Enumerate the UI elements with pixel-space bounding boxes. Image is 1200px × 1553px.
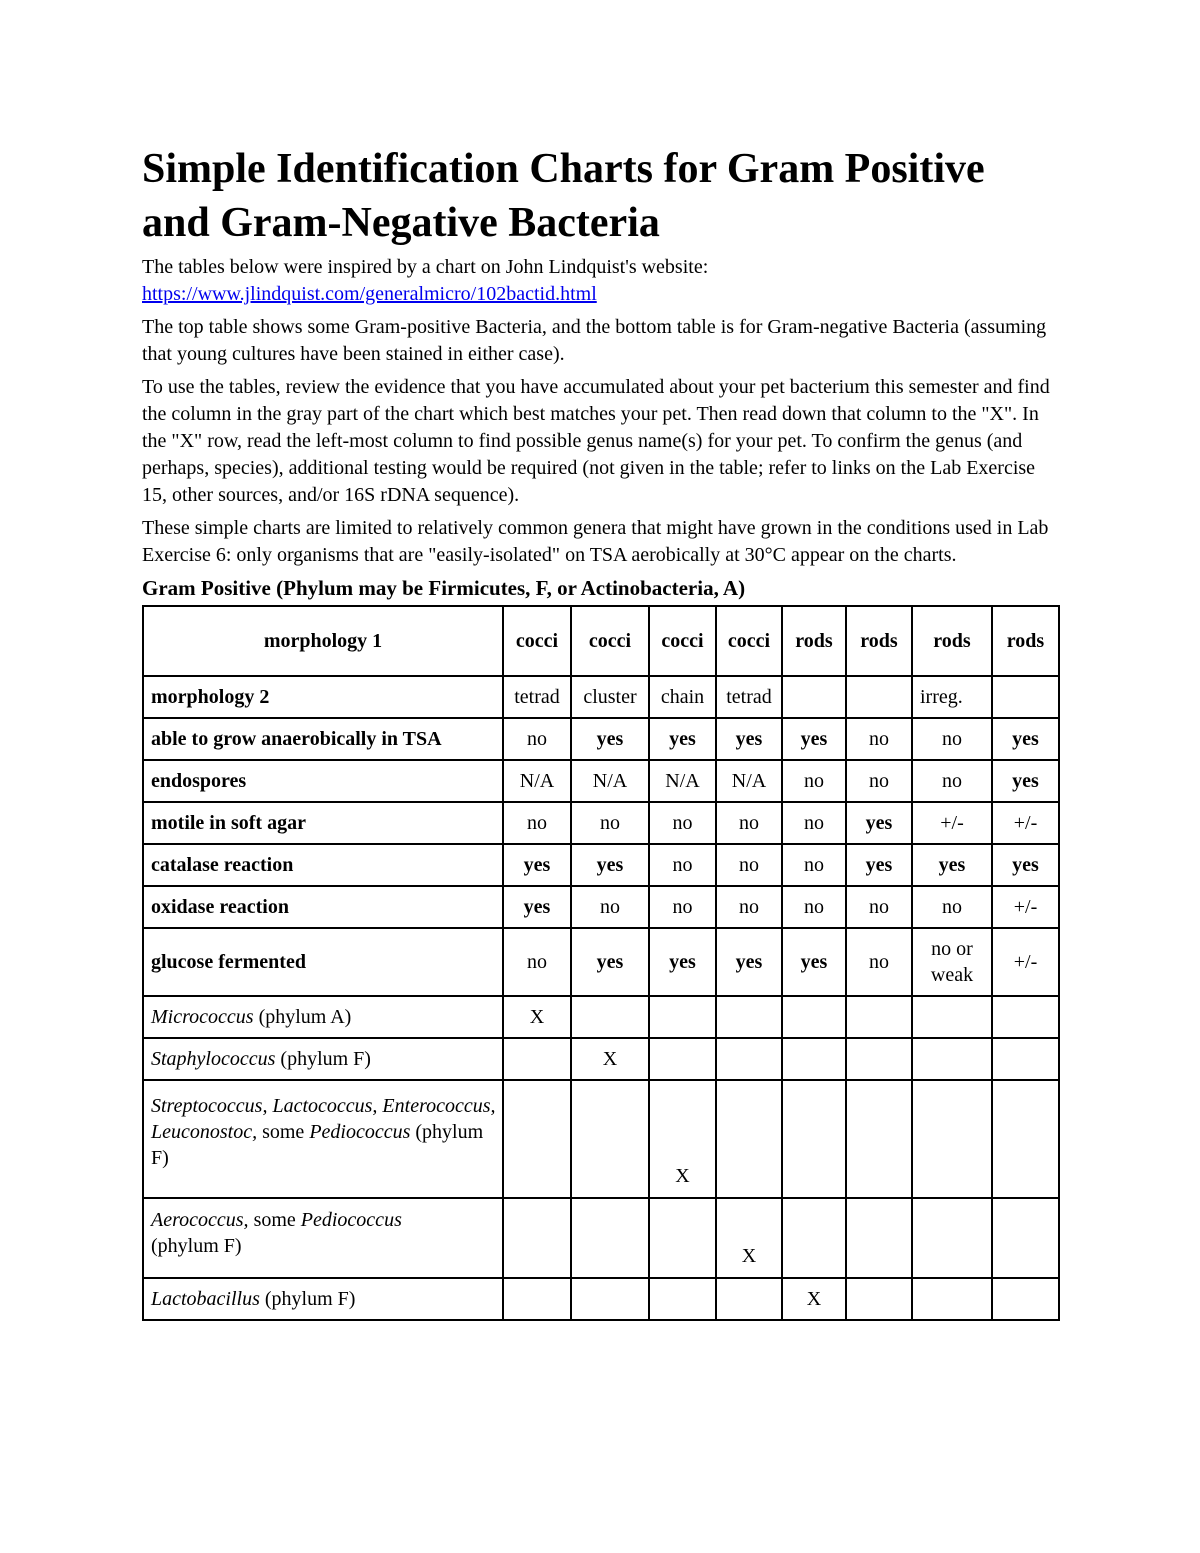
genus-name: Streptococcus, Lactococcus, Enterococcus, Leuconostoc, bbox=[151, 1095, 496, 1143]
table-title: Gram Positive (Phylum may be Firmicutes, F, or Actinobacteria, A) bbox=[142, 576, 746, 600]
header-cell: cocci bbox=[649, 606, 716, 676]
table-cell: no bbox=[782, 760, 846, 802]
table-cell: yes bbox=[782, 928, 846, 996]
table-cell: yes bbox=[846, 844, 912, 886]
table-cell bbox=[992, 1080, 1059, 1198]
table-cell bbox=[716, 1278, 782, 1320]
table-cell: yes bbox=[649, 928, 716, 996]
document-page bbox=[142, 142, 1060, 1321]
genus-name: Aerococcus, bbox=[151, 1209, 249, 1231]
table-cell bbox=[992, 1038, 1059, 1080]
organism-label bbox=[143, 1080, 503, 1198]
table-cell bbox=[649, 996, 716, 1038]
table-cell bbox=[503, 1198, 571, 1278]
table-cell: no bbox=[649, 886, 716, 928]
table-cell: no bbox=[912, 886, 992, 928]
match-mark: X bbox=[571, 1038, 649, 1080]
table-cell bbox=[716, 1038, 782, 1080]
table-cell: chain bbox=[649, 676, 716, 718]
table-row bbox=[143, 760, 1059, 802]
table-row bbox=[143, 886, 1059, 928]
table-cell bbox=[571, 1278, 649, 1320]
table-cell bbox=[782, 1198, 846, 1278]
table-cell: yes bbox=[649, 718, 716, 760]
genus-name-2: Pediococcus bbox=[300, 1209, 402, 1231]
lindquist-link[interactable]: https://www.jlindquist.com/generalmicro/102bactid.html bbox=[142, 283, 597, 305]
table-cell: no bbox=[782, 886, 846, 928]
table-cell: yes bbox=[912, 844, 992, 886]
table-cell: no bbox=[782, 844, 846, 886]
table-cell bbox=[912, 1198, 992, 1278]
connector-text: some bbox=[257, 1121, 310, 1143]
header-label: morphology 1 bbox=[143, 606, 503, 676]
table-cell: no bbox=[571, 802, 649, 844]
table-cell: no bbox=[846, 928, 912, 996]
table-cell: yes bbox=[571, 844, 649, 886]
table-cell bbox=[649, 1038, 716, 1080]
table-cell: yes bbox=[992, 718, 1059, 760]
table-cell bbox=[992, 676, 1059, 718]
organism-row bbox=[143, 1038, 1059, 1080]
table-cell bbox=[912, 1038, 992, 1080]
table-header-row bbox=[143, 606, 1059, 676]
table-cell: N/A bbox=[649, 760, 716, 802]
organism-row bbox=[143, 1080, 1059, 1198]
table-cell: no bbox=[503, 802, 571, 844]
table-cell bbox=[846, 1198, 912, 1278]
row-label: able to grow anaerobically in TSA bbox=[143, 718, 503, 760]
table-cell bbox=[912, 1278, 992, 1320]
table-cell bbox=[846, 1278, 912, 1320]
intro-text: The tables below were inspired by a chart on John Lindquist's website: bbox=[142, 256, 709, 278]
table-cell: no bbox=[649, 802, 716, 844]
header-cell: cocci bbox=[571, 606, 649, 676]
table-cell bbox=[782, 1038, 846, 1080]
organism-row bbox=[143, 1198, 1059, 1278]
organism-row bbox=[143, 1278, 1059, 1320]
intro-paragraph-1 bbox=[142, 254, 1060, 308]
table-row bbox=[143, 718, 1059, 760]
row-label: catalase reaction bbox=[143, 844, 503, 886]
table-cell bbox=[846, 676, 912, 718]
row-label: motile in soft agar bbox=[143, 802, 503, 844]
table-cell: no bbox=[846, 760, 912, 802]
table-cell: no bbox=[503, 718, 571, 760]
table-cell bbox=[503, 1080, 571, 1198]
table-cell bbox=[503, 1278, 571, 1320]
phylum-note: (phylum F) bbox=[275, 1048, 371, 1070]
table-cell bbox=[846, 1038, 912, 1080]
header-cell: rods bbox=[992, 606, 1059, 676]
table-cell: yes bbox=[503, 886, 571, 928]
table-cell bbox=[992, 1278, 1059, 1320]
table-cell: yes bbox=[503, 844, 571, 886]
table-cell: cluster bbox=[571, 676, 649, 718]
row-label: oxidase reaction bbox=[143, 886, 503, 928]
table-cell: no bbox=[912, 760, 992, 802]
table-cell: yes bbox=[782, 718, 846, 760]
match-mark: X bbox=[649, 1080, 716, 1198]
table-cell: no bbox=[716, 844, 782, 886]
table-cell bbox=[716, 1080, 782, 1198]
organism-row bbox=[143, 996, 1059, 1038]
table-cell: yes bbox=[571, 718, 649, 760]
table-cell bbox=[992, 1198, 1059, 1278]
table-cell bbox=[649, 1198, 716, 1278]
phylum-note: (phylum F) bbox=[151, 1121, 484, 1169]
table-cell bbox=[649, 1278, 716, 1320]
table-cell: yes bbox=[716, 718, 782, 760]
match-mark: X bbox=[503, 996, 571, 1038]
header-cell: cocci bbox=[716, 606, 782, 676]
table-cell: no bbox=[571, 886, 649, 928]
table-cell: irreg. bbox=[912, 676, 992, 718]
genus-name: Staphylococcus bbox=[151, 1048, 276, 1070]
row-label: endospores bbox=[143, 760, 503, 802]
table-cell: yes bbox=[716, 928, 782, 996]
table-cell bbox=[503, 1038, 571, 1080]
row-label: glucose fermented bbox=[143, 928, 503, 996]
table-cell: N/A bbox=[716, 760, 782, 802]
table-cell: tetrad bbox=[503, 676, 571, 718]
page-title: Simple Identification Charts for Gram Positive and Gram-Negative Bacteria bbox=[142, 146, 985, 246]
table-cell bbox=[846, 1080, 912, 1198]
table-cell: no bbox=[846, 718, 912, 760]
table-cell: yes bbox=[846, 802, 912, 844]
table-cell bbox=[571, 996, 649, 1038]
table-cell bbox=[992, 996, 1059, 1038]
table-cell bbox=[782, 1080, 846, 1198]
table-cell: no bbox=[716, 802, 782, 844]
table-cell: no bbox=[716, 886, 782, 928]
table-cell: no bbox=[782, 802, 846, 844]
header-cell: cocci bbox=[503, 606, 571, 676]
table-cell: +/- bbox=[992, 928, 1059, 996]
table-row bbox=[143, 676, 1059, 718]
table-cell bbox=[846, 996, 912, 1038]
match-mark: X bbox=[782, 1278, 846, 1320]
header-cell: rods bbox=[782, 606, 846, 676]
table-cell: N/A bbox=[503, 760, 571, 802]
table-cell bbox=[571, 1198, 649, 1278]
phylum-note: (phylum F) bbox=[151, 1235, 242, 1257]
match-mark: X bbox=[716, 1198, 782, 1278]
phylum-note: (phylum A) bbox=[253, 1006, 352, 1028]
table-row bbox=[143, 928, 1059, 996]
table-cell: no bbox=[846, 886, 912, 928]
phylum-note: (phylum F) bbox=[259, 1288, 356, 1310]
table-cell: +/- bbox=[912, 802, 992, 844]
genus-name-2: Pediococcus bbox=[309, 1121, 411, 1143]
table-cell: yes bbox=[992, 760, 1059, 802]
organism-label bbox=[143, 996, 503, 1038]
table-row bbox=[143, 802, 1059, 844]
gram-positive-table bbox=[142, 605, 1060, 1321]
organism-label bbox=[143, 1038, 503, 1080]
table-cell: no bbox=[503, 928, 571, 996]
genus-name: Micrococcus bbox=[151, 1006, 254, 1028]
table-cell: +/- bbox=[992, 886, 1059, 928]
connector-text: some bbox=[248, 1209, 301, 1231]
genus-name: Lactobacillus bbox=[151, 1288, 260, 1310]
header-cell: rods bbox=[846, 606, 912, 676]
table-cell: N/A bbox=[571, 760, 649, 802]
table-cell bbox=[912, 1080, 992, 1198]
table-cell: yes bbox=[571, 928, 649, 996]
table-cell: tetrad bbox=[716, 676, 782, 718]
table-cell bbox=[571, 1080, 649, 1198]
table-cell: no bbox=[912, 718, 992, 760]
table-cell: +/- bbox=[992, 802, 1059, 844]
table-cell: no bbox=[649, 844, 716, 886]
table-cell bbox=[782, 676, 846, 718]
table-cell: yes bbox=[992, 844, 1059, 886]
organism-label bbox=[143, 1198, 503, 1278]
table-cell: no or weak bbox=[912, 928, 992, 996]
table-row bbox=[143, 844, 1059, 886]
table-cell bbox=[716, 996, 782, 1038]
row-label: morphology 2 bbox=[143, 676, 503, 718]
intro-paragraph-3: To use the tables, review the evidence that you have accumulated about your pet bacterium this semester and find the column in the gray part of the chart which best matches your pet. Then read down that column to the "X". In the "X" row, read the left-most column to find possible genus name(s) for your pet. To confirm the genus (and perhaps, species), additional testing would be required (not given in the table; refer to links on the Lab Exercise 15, other sources, and/or 16S rDNA sequence). bbox=[142, 376, 1050, 506]
intro-paragraph-4: These simple charts are limited to relatively common genera that might have grown in the conditions used in Lab Exercise 6: only organisms that are "easily-isolated" on TSA aerobically at 30°C appear on the charts. bbox=[142, 517, 1049, 566]
organism-label bbox=[143, 1278, 503, 1320]
header-cell: rods bbox=[912, 606, 992, 676]
table-cell bbox=[912, 996, 992, 1038]
intro-paragraph-2: The top table shows some Gram-positive Bacteria, and the bottom table is for Gram-negative Bacteria (assuming that young cultures have been stained in either case). bbox=[142, 316, 1047, 365]
table-cell bbox=[782, 996, 846, 1038]
